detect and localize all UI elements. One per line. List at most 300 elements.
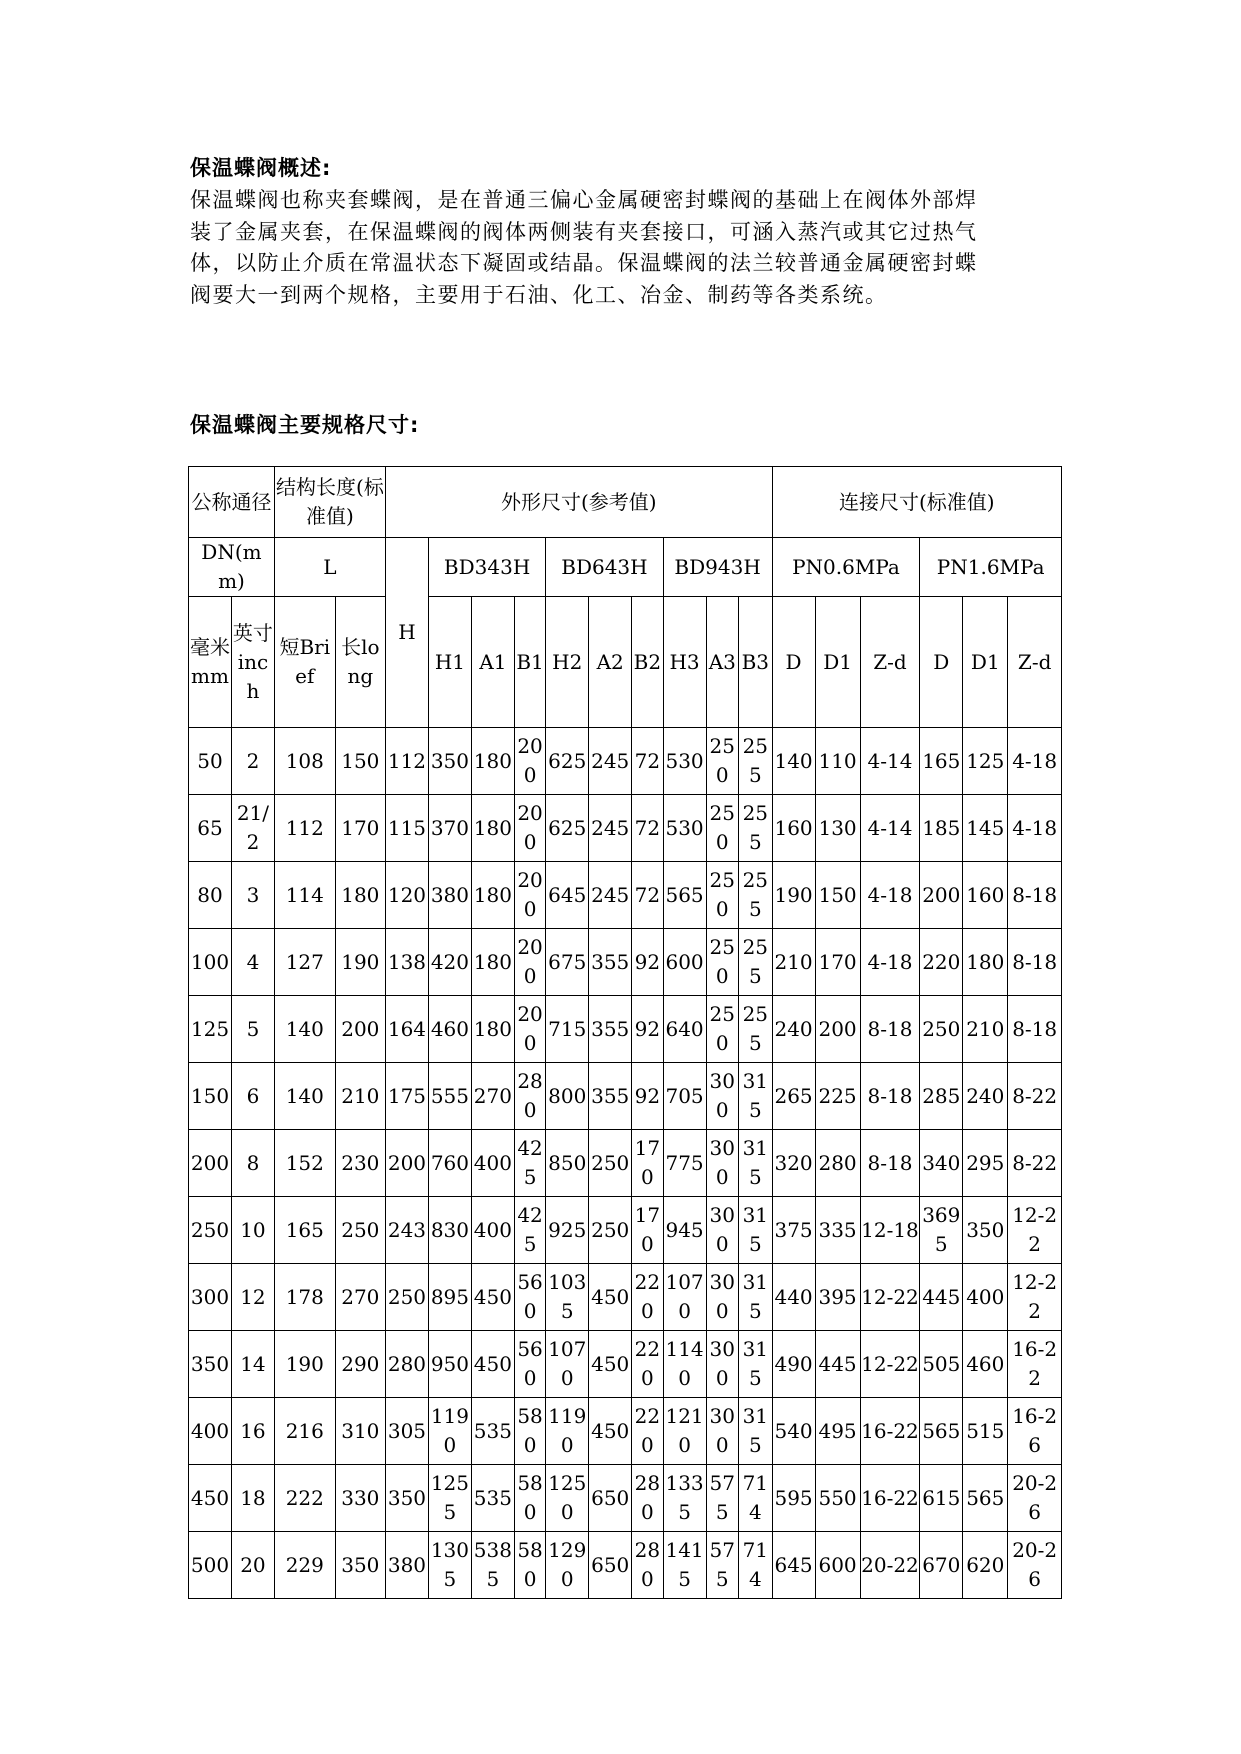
table-cell: 200 (514, 996, 545, 1063)
table-cell: 380 (385, 1532, 428, 1599)
table-cell: 115 (385, 795, 428, 862)
spec-heading: 保温蝶阀主要规格尺寸: (190, 413, 420, 437)
table-cell: 138 (385, 929, 428, 996)
table-row (189, 862, 1062, 929)
table-cell: 350 (428, 728, 471, 795)
table-cell: 945 (663, 1197, 706, 1264)
table-cell: 450 (471, 1331, 514, 1398)
table-cell: 170 (335, 795, 385, 862)
table-cell: 555 (428, 1063, 471, 1130)
table-cell: 8-18 (1008, 929, 1062, 996)
table-cell: 625 (546, 795, 589, 862)
table-cell: 580 (514, 1465, 545, 1532)
table-cell: 4 (231, 929, 274, 996)
table-cell: 450 (589, 1264, 632, 1331)
table-cell: 1415 (663, 1532, 706, 1599)
table-cell: 230 (335, 1130, 385, 1197)
table-row (189, 1532, 1062, 1599)
table-cell: 200 (335, 996, 385, 1063)
table-cell: 505 (920, 1331, 963, 1398)
table-cell: 350 (385, 1465, 428, 1532)
table-cell: 125 (189, 996, 232, 1063)
table-cell: 800 (546, 1063, 589, 1130)
table-cell: 500 (189, 1532, 232, 1599)
table-cell: 375 (772, 1197, 815, 1264)
table-cell: 450 (589, 1398, 632, 1465)
table-cell: 14 (231, 1331, 274, 1398)
table-cell: 595 (772, 1465, 815, 1532)
table-cell: 675 (546, 929, 589, 996)
table-cell: 160 (963, 862, 1008, 929)
table-cell: 460 (963, 1331, 1008, 1398)
table-cell: 540 (772, 1398, 815, 1465)
table-cell: 1140 (663, 1331, 706, 1398)
table-cell: 350 (963, 1197, 1008, 1264)
table-cell: 170 (632, 1197, 663, 1264)
table-cell: 4-18 (860, 862, 920, 929)
table-cell: 775 (663, 1130, 706, 1197)
header-pn16-d1: D1 (963, 597, 1008, 728)
spec-table (188, 466, 1062, 1599)
overview-line: 保温蝶阀也称夹套蝶阀，是在普通三偏心金属硬密封蝶阀的基础上在阀体外部焊 (190, 188, 978, 212)
table-cell: 315 (739, 1264, 773, 1331)
header-a2: A2 (589, 597, 632, 728)
table-cell: 450 (189, 1465, 232, 1532)
header-short-length: 短Brief (274, 597, 335, 728)
table-cell: 925 (546, 1197, 589, 1264)
table-cell: 92 (632, 1063, 663, 1130)
table-cell: 550 (815, 1465, 860, 1532)
table-cell: 530 (663, 795, 706, 862)
table-cell: 335 (815, 1197, 860, 1264)
table-cell: 1190 (428, 1398, 471, 1465)
table-cell: 229 (274, 1532, 335, 1599)
table-cell: 16-22 (860, 1465, 920, 1532)
table-cell: 1070 (663, 1264, 706, 1331)
table-cell: 530 (663, 728, 706, 795)
header-outline-dimensions: 外形尺寸(参考值) (385, 467, 772, 538)
table-cell: 300 (189, 1264, 232, 1331)
table-cell: 1210 (663, 1398, 706, 1465)
table-cell: 715 (546, 996, 589, 1063)
table-cell: 16-22 (1008, 1331, 1062, 1398)
table-cell: 18 (231, 1465, 274, 1532)
header-pn16-z-d: Z-d (1008, 597, 1062, 728)
table-cell: 130 (815, 795, 860, 862)
header-inch: 英寸inch (231, 597, 274, 728)
table-cell: 315 (739, 1197, 773, 1264)
table-cell: 295 (963, 1130, 1008, 1197)
table-cell: 440 (772, 1264, 815, 1331)
table-cell: 80 (189, 862, 232, 929)
table-row (189, 795, 1062, 862)
table-cell: 535 (471, 1465, 514, 1532)
table-cell: 250 (335, 1197, 385, 1264)
table-cell: 200 (920, 862, 963, 929)
table-cell: 565 (963, 1465, 1008, 1532)
table-cell: 200 (514, 929, 545, 996)
table-cell: 300 (706, 1130, 738, 1197)
table-cell: 250 (706, 996, 738, 1063)
table-cell: 714 (739, 1465, 773, 1532)
table-cell: 310 (335, 1398, 385, 1465)
table-cell: 255 (739, 795, 773, 862)
table-cell: 315 (739, 1130, 773, 1197)
table-cell: 1290 (546, 1532, 589, 1599)
table-cell: 250 (706, 728, 738, 795)
table-cell: 255 (739, 862, 773, 929)
table-cell: 3695 (920, 1197, 963, 1264)
table-cell: 145 (963, 795, 1008, 862)
table-cell: 250 (589, 1130, 632, 1197)
table-cell: 1190 (546, 1398, 589, 1465)
table-cell: 222 (274, 1465, 335, 1532)
table-cell: 300 (706, 1331, 738, 1398)
table-cell: 16-22 (860, 1398, 920, 1465)
table-cell: 92 (632, 929, 663, 996)
table-cell: 4-14 (860, 728, 920, 795)
table-cell: 180 (471, 795, 514, 862)
table-cell: 20-22 (860, 1532, 920, 1599)
table-cell: 50 (189, 728, 232, 795)
table-cell: 12-18 (860, 1197, 920, 1264)
table-cell: 8-18 (1008, 862, 1062, 929)
table-cell: 714 (739, 1532, 773, 1599)
header-b3: B3 (739, 597, 773, 728)
table-cell: 300 (706, 1063, 738, 1130)
table-cell: 645 (546, 862, 589, 929)
table-cell: 760 (428, 1130, 471, 1197)
table-cell: 1255 (428, 1465, 471, 1532)
table-cell: 210 (335, 1063, 385, 1130)
table-cell: 300 (706, 1197, 738, 1264)
table-cell: 164 (385, 996, 428, 1063)
table-cell: 5 (231, 996, 274, 1063)
table-cell: 290 (335, 1331, 385, 1398)
table-cell: 175 (385, 1063, 428, 1130)
table-cell: 243 (385, 1197, 428, 1264)
table-cell: 450 (589, 1331, 632, 1398)
table-cell: 165 (274, 1197, 335, 1264)
table-cell: 12-22 (1008, 1197, 1062, 1264)
table-cell: 245 (589, 795, 632, 862)
table-cell: 125 (963, 728, 1008, 795)
overview-heading: 保温蝶阀概述: (190, 156, 332, 180)
table-cell: 350 (335, 1532, 385, 1599)
table-cell: 305 (385, 1398, 428, 1465)
table-cell: 20-26 (1008, 1465, 1062, 1532)
table-cell: 650 (589, 1465, 632, 1532)
table-cell: 92 (632, 996, 663, 1063)
table-cell: 600 (663, 929, 706, 996)
table-cell: 420 (428, 929, 471, 996)
table-cell: 180 (335, 862, 385, 929)
header-b2: B2 (632, 597, 663, 728)
table-cell: 535 (471, 1398, 514, 1465)
table-cell: 12-22 (1008, 1264, 1062, 1331)
table-cell: 830 (428, 1197, 471, 1264)
table-cell: 245 (589, 728, 632, 795)
table-cell: 1035 (546, 1264, 589, 1331)
table-cell: 100 (189, 929, 232, 996)
table-cell: 112 (385, 728, 428, 795)
table-cell: 320 (772, 1130, 815, 1197)
header-h: H (385, 538, 428, 728)
table-cell: 600 (815, 1532, 860, 1599)
table-cell: 200 (815, 996, 860, 1063)
table-cell: 180 (471, 996, 514, 1063)
table-cell: 210 (772, 929, 815, 996)
table-cell: 165 (920, 728, 963, 795)
table-cell: 8-18 (1008, 996, 1062, 1063)
table-cell: 200 (514, 795, 545, 862)
table-cell: 190 (274, 1331, 335, 1398)
table-cell: 1250 (546, 1465, 589, 1532)
table-cell: 445 (815, 1331, 860, 1398)
table-cell: 200 (189, 1130, 232, 1197)
overview-line: 阀要大一到两个规格，主要用于石油、化工、冶金、制药等各类系统。 (190, 282, 888, 307)
table-cell: 645 (772, 1532, 815, 1599)
table-cell: 200 (514, 862, 545, 929)
table-cell: 10 (231, 1197, 274, 1264)
table-cell: 490 (772, 1331, 815, 1398)
header-a3: A3 (706, 597, 738, 728)
table-cell: 8 (231, 1130, 274, 1197)
header-h3: H3 (663, 597, 706, 728)
header-dn-mm: DN(mm) (189, 538, 275, 597)
table-cell: 615 (920, 1465, 963, 1532)
overview-line: 体，以防止介质在常温状态下凝固或结晶。保温蝶阀的法兰较普通金属硬密封蝶 (190, 251, 978, 275)
table-cell: 220 (632, 1331, 663, 1398)
table-row (189, 1197, 1062, 1264)
table-cell: 8-18 (860, 1130, 920, 1197)
table-cell: 4-18 (1008, 795, 1062, 862)
table-cell: 560 (514, 1264, 545, 1331)
table-cell: 650 (589, 1532, 632, 1599)
table-cell: 270 (335, 1264, 385, 1331)
table-cell: 575 (706, 1532, 738, 1599)
table-cell: 625 (546, 728, 589, 795)
table-row (189, 929, 1062, 996)
table-cell: 370 (428, 795, 471, 862)
table-cell: 565 (663, 862, 706, 929)
header-h1: H1 (428, 597, 471, 728)
table-cell: 220 (920, 929, 963, 996)
table-cell: 450 (471, 1264, 514, 1331)
table-cell: 400 (471, 1130, 514, 1197)
table-cell: 580 (514, 1532, 545, 1599)
table-cell: 2 (231, 728, 274, 795)
table-cell: 178 (274, 1264, 335, 1331)
header-pn06-d1: D1 (815, 597, 860, 728)
table-cell: 575 (706, 1465, 738, 1532)
table-cell: 8-22 (1008, 1130, 1062, 1197)
table-cell: 515 (963, 1398, 1008, 1465)
table-cell: 180 (471, 728, 514, 795)
table-row (189, 996, 1062, 1063)
header-millimeter: 毫米mm (189, 597, 232, 728)
table-cell: 280 (632, 1465, 663, 1532)
header-a1: A1 (471, 597, 514, 728)
table-cell: 190 (772, 862, 815, 929)
table-cell: 250 (706, 862, 738, 929)
table-cell: 265 (772, 1063, 815, 1130)
table-cell: 8-22 (1008, 1063, 1062, 1130)
header-bd943h: BD943H (663, 538, 772, 597)
table-cell: 250 (385, 1264, 428, 1331)
table-cell: 350 (189, 1331, 232, 1398)
header-pn06-z-d: Z-d (860, 597, 920, 728)
table-cell: 20 (231, 1532, 274, 1599)
table-cell: 340 (920, 1130, 963, 1197)
table-row (189, 1130, 1062, 1197)
table-cell: 270 (471, 1063, 514, 1130)
table-cell: 620 (963, 1532, 1008, 1599)
table-cell: 112 (274, 795, 335, 862)
table-cell: 150 (815, 862, 860, 929)
table-cell: 315 (739, 1398, 773, 1465)
header-pn16-d: D (920, 597, 963, 728)
table-cell: 20-26 (1008, 1532, 1062, 1599)
table-cell: 460 (428, 996, 471, 1063)
table-row (189, 1063, 1062, 1130)
table-cell: 120 (385, 862, 428, 929)
overview-paragraph (190, 185, 1060, 311)
table-row (189, 1465, 1062, 1532)
table-cell: 315 (739, 1331, 773, 1398)
table-cell: 16-26 (1008, 1398, 1062, 1465)
table-cell: 300 (706, 1398, 738, 1465)
table-cell: 250 (706, 929, 738, 996)
table-cell: 240 (772, 996, 815, 1063)
table-cell: 425 (514, 1130, 545, 1197)
table-cell: 1305 (428, 1532, 471, 1599)
table-cell: 160 (772, 795, 815, 862)
table-cell: 250 (189, 1197, 232, 1264)
table-cell: 12 (231, 1264, 274, 1331)
header-length-l: L (274, 538, 385, 597)
table-cell: 400 (189, 1398, 232, 1465)
table-cell: 185 (920, 795, 963, 862)
table-cell: 280 (815, 1130, 860, 1197)
table-cell: 670 (920, 1532, 963, 1599)
table-cell: 150 (189, 1063, 232, 1130)
table-cell: 245 (589, 862, 632, 929)
table-cell: 72 (632, 862, 663, 929)
table-cell: 200 (385, 1130, 428, 1197)
table-cell: 65 (189, 795, 232, 862)
table-row (189, 728, 1062, 795)
header-b1: B1 (514, 597, 545, 728)
table-cell: 425 (514, 1197, 545, 1264)
table-cell: 170 (815, 929, 860, 996)
table-cell: 895 (428, 1264, 471, 1331)
table-row (189, 1264, 1062, 1331)
table-cell: 380 (428, 862, 471, 929)
table-cell: 495 (815, 1398, 860, 1465)
table-cell: 250 (589, 1197, 632, 1264)
table-cell: 255 (739, 996, 773, 1063)
table-cell: 280 (385, 1331, 428, 1398)
table-cell: 12-22 (860, 1331, 920, 1398)
table-cell: 285 (920, 1063, 963, 1130)
table-cell: 140 (772, 728, 815, 795)
table-cell: 72 (632, 728, 663, 795)
table-cell: 355 (589, 929, 632, 996)
table-cell: 1335 (663, 1465, 706, 1532)
table-cell: 8-18 (860, 1063, 920, 1130)
table-cell: 140 (274, 1063, 335, 1130)
table-cell: 395 (815, 1264, 860, 1331)
table-cell: 565 (920, 1398, 963, 1465)
table-cell: 255 (739, 929, 773, 996)
table-cell: 6 (231, 1063, 274, 1130)
table-cell: 5385 (471, 1532, 514, 1599)
header-connection-dimensions: 连接尺寸(标准值) (772, 467, 1061, 538)
table-cell: 580 (514, 1398, 545, 1465)
table-cell: 140 (274, 996, 335, 1063)
table-cell: 216 (274, 1398, 335, 1465)
table-cell: 21/2 (231, 795, 274, 862)
table-cell: 72 (632, 795, 663, 862)
table-cell: 16 (231, 1398, 274, 1465)
table-cell: 190 (335, 929, 385, 996)
header-nominal-diameter: 公称通径 (189, 467, 275, 538)
table-cell: 640 (663, 996, 706, 1063)
table-cell: 315 (739, 1063, 773, 1130)
table-cell: 220 (632, 1398, 663, 1465)
table-cell: 108 (274, 728, 335, 795)
table-cell: 240 (963, 1063, 1008, 1130)
table-cell: 150 (335, 728, 385, 795)
table-cell: 1070 (546, 1331, 589, 1398)
table-cell: 250 (706, 795, 738, 862)
header-pn16: PN1.6MPa (920, 538, 1062, 597)
header-h2: H2 (546, 597, 589, 728)
table-cell: 114 (274, 862, 335, 929)
table-cell: 180 (471, 929, 514, 996)
table-cell: 280 (632, 1532, 663, 1599)
table-cell: 445 (920, 1264, 963, 1331)
table-cell: 330 (335, 1465, 385, 1532)
table-cell: 180 (963, 929, 1008, 996)
header-pn06-d: D (772, 597, 815, 728)
table-cell: 950 (428, 1331, 471, 1398)
table-cell: 4-18 (860, 929, 920, 996)
table-cell: 180 (471, 862, 514, 929)
table-cell: 400 (963, 1264, 1008, 1331)
table-cell: 110 (815, 728, 860, 795)
table-cell: 4-14 (860, 795, 920, 862)
header-bd643h: BD643H (546, 538, 663, 597)
table-cell: 225 (815, 1063, 860, 1130)
table-cell: 355 (589, 1063, 632, 1130)
table-cell: 170 (632, 1130, 663, 1197)
header-long-length: 长long (335, 597, 385, 728)
table-cell: 127 (274, 929, 335, 996)
header-pn06: PN0.6MPa (772, 538, 920, 597)
table-cell: 560 (514, 1331, 545, 1398)
header-structure-length: 结构长度(标准值) (274, 467, 385, 538)
table-cell: 8-18 (860, 996, 920, 1063)
table-cell: 355 (589, 996, 632, 1063)
table-cell: 705 (663, 1063, 706, 1130)
table-cell: 152 (274, 1130, 335, 1197)
table-cell: 3 (231, 862, 274, 929)
table-cell: 12-22 (860, 1264, 920, 1331)
table-cell: 255 (739, 728, 773, 795)
header-bd343h: BD343H (428, 538, 545, 597)
